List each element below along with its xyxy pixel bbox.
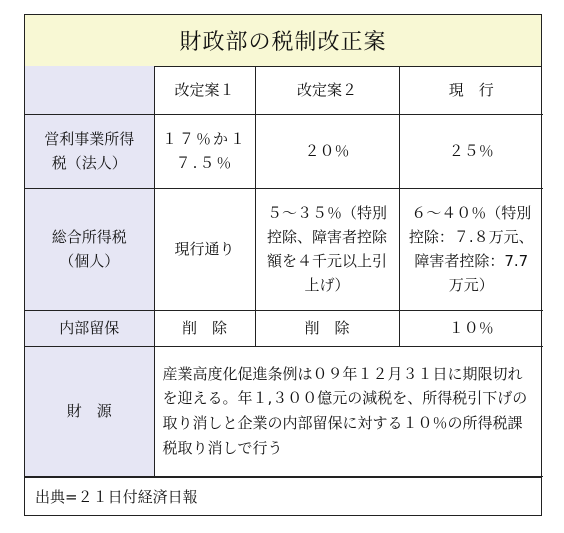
cell-income-current: [399, 188, 543, 310]
corner-cell: [25, 66, 154, 114]
cell-retained-current: １０％: [399, 310, 543, 346]
row-label-text: 営利事業所得税（法人）: [44, 130, 135, 172]
row-label-retained-earnings: 内部留保: [25, 310, 154, 346]
table-row: [25, 310, 543, 346]
tax-reform-table: [25, 66, 543, 477]
column-header-plan2: 改定案２: [255, 66, 399, 114]
cell-text: ６〜４０％（特別控除：７.８万元、障害者控除：7.7万元）: [408, 204, 534, 294]
cell-corporate-plan1: [154, 114, 255, 188]
source-footer: 出典=２１日付経済日報: [25, 477, 541, 515]
cell-retained-plan1: 削 除: [154, 310, 255, 346]
table-row: [25, 114, 543, 188]
cell-corporate-current: ２５％: [399, 114, 543, 188]
cell-income-plan1: 現行通り: [154, 188, 255, 310]
cell-corporate-plan2: ２０％: [255, 114, 399, 188]
row-label-corporate-tax: [25, 114, 154, 188]
table-row: [25, 188, 543, 310]
table-title: 財政部の税制改正案: [25, 15, 541, 67]
row-label-income-tax: [25, 188, 154, 310]
cell-text: ５〜３５％（特別控除、障害者控除額を４千元以上引上げ）: [266, 204, 387, 294]
table-row: [25, 346, 543, 476]
cell-text: １７％か１７.５％: [161, 130, 247, 172]
cell-funding-source-text: 産業高度化促進条例は０９年１２月３１日に期限切れを迎える。年１,３００億元の減税を、所得税引下げの取り消しと企業の内部留保に対する１０％の所得税課税取り消しで行う: [154, 346, 543, 476]
cell-income-plan2: [255, 188, 399, 310]
column-header-plan1: 改定案１: [154, 66, 255, 114]
row-label-funding-source: 財 源: [25, 346, 154, 476]
row-label-text: 総合所得税（個人）: [51, 228, 127, 270]
cell-retained-plan2: 削 除: [255, 310, 399, 346]
tax-reform-table-frame: [24, 14, 542, 516]
column-header-current: 現 行: [399, 66, 543, 114]
header-row: [25, 66, 543, 114]
